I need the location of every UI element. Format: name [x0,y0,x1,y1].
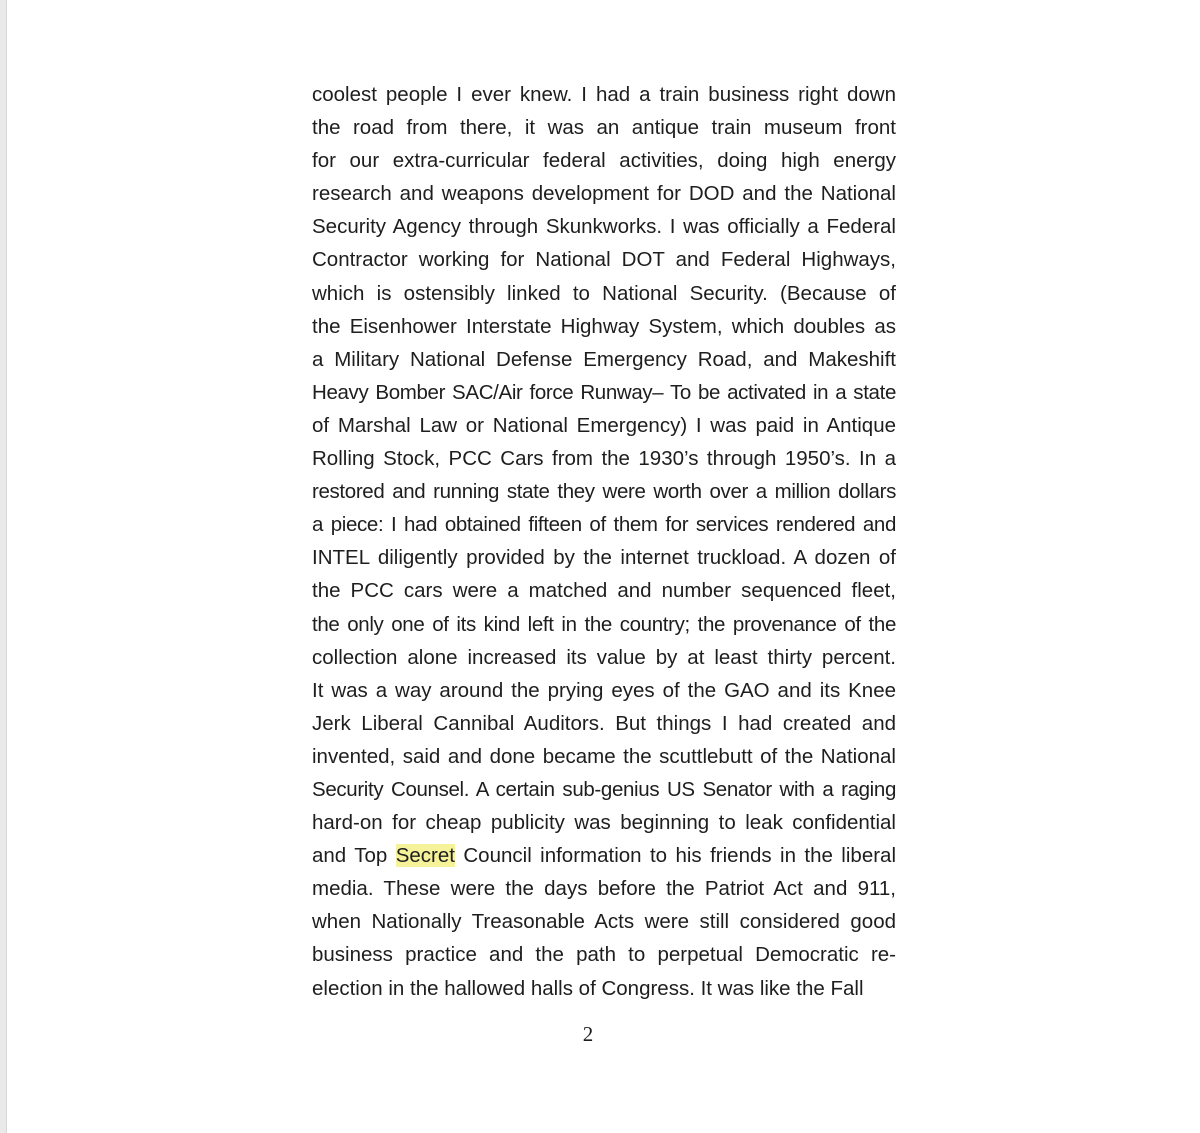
highlighted-text-line [312,839,896,872]
text-line: business practice and the path to perpetual Democratic re- [312,943,896,967]
page-body-text [312,78,896,1005]
text-line: collection alone increased its value by at least thirty percent. [312,645,896,669]
text-segment: Council information to his friends in the liberal [454,844,897,868]
text-line: It was a way around the prying eyes of the GAO and its Knee [312,678,896,702]
text-line: Rolling Stock, PCC Cars from the 1930’s through 1950’s. In a [312,447,896,471]
text-line: a piece: I had obtained fifteen of them for services rendered and [312,513,896,537]
text-line: research and weapons development for DOD and the National [312,182,896,206]
left-page-edge [0,0,7,1133]
text-line: restored and running state they were worth over a million dollars [312,480,896,504]
text-line: which is ostensibly linked to National Security. (Because of [312,281,896,305]
text-line: Security Agency through Skunkworks. I was officially a Federal [312,215,896,239]
page-number: 2 [582,1022,594,1046]
search-highlight: Secret [395,844,455,868]
text-line: the only one of its kind left in the country; the provenance of the [312,612,896,636]
text-line: Jerk Liberal Cannibal Auditors. But things I had created and [312,711,896,735]
text-line: INTEL diligently provided by the internet truckload. A dozen of [312,546,896,570]
text-line: coolest people I ever knew. I had a train business right down [312,83,896,106]
text-line: Security Counsel. A certain sub-genius US Senator with a raging [312,777,896,801]
text-segment: and Top [312,844,396,868]
text-line: election in the hallowed halls of Congress. It was like the Fall [312,976,864,1000]
text-line: of Marshal Law or National Emergency) I was paid in Antique [312,413,896,437]
text-line: hard-on for cheap publicity was beginning to leak confidential [312,811,896,835]
text-line: the Eisenhower Interstate Highway System, which doubles as [312,314,896,338]
text-line: the PCC cars were a matched and number sequenced fleet, [312,579,896,603]
text-line: invented, said and done became the scuttlebutt of the National [312,744,896,768]
text-line: the road from there, it was an antique train museum front [312,116,896,140]
text-line: media. These were the days before the Patriot Act and 911, [312,877,896,901]
text-line: a Military National Defense Emergency Road, and Makeshift [312,347,896,371]
text-line: when Nationally Treasonable Acts were still considered good [312,910,896,934]
text-line: Contractor working for National DOT and Federal Highways, [312,248,896,272]
text-line: for our extra-curricular federal activities, doing high energy [312,149,896,173]
text-line: Heavy Bomber SAC/Air force Runway– To be activated in a state [312,380,896,404]
